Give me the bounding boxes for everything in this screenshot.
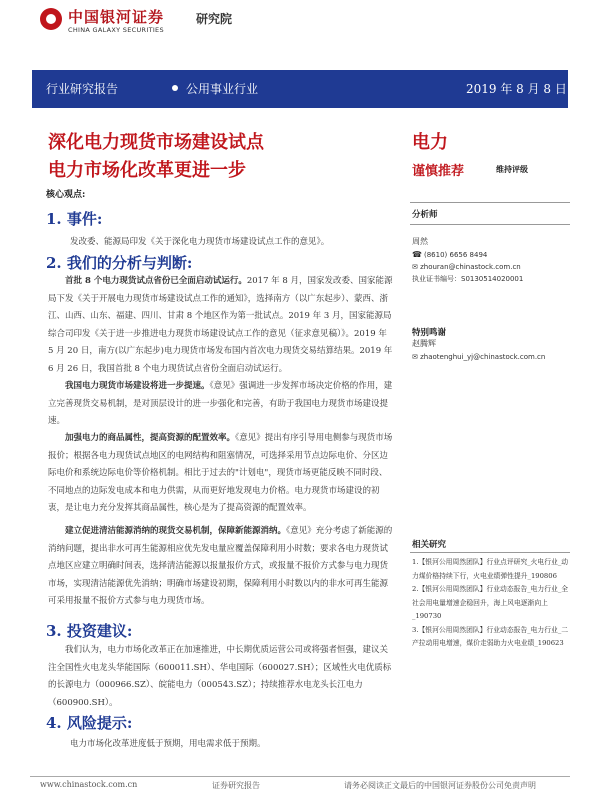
footer-website[interactable]: www.chinastock.com.cn [40,780,138,789]
section-2-title: 2. 我们的分析与判断: [46,254,193,272]
analyst-phone: (8610) 6656 8494 [424,251,488,259]
divider [410,202,570,203]
footer-divider [30,776,570,777]
report-type: 行业研究报告 [46,82,119,96]
section-1-text: 发改委、能源局印发《关于深化电力现货市场建设试点工作的意见》。 [70,237,330,247]
divider [410,552,570,553]
p2-body: 《意见》强调进一步发挥市场决定价格的作用，建立完善现货交易机制，是对顶层设计的进一步强化和完善，有助于我国电力现货市场建设提速。 [48,381,393,426]
section-3-text: 我们认为，电力市场化改革正在加速推进，中长期优质运营公司或将强者恒强，建议关注全国性火电龙头华能国际（600011.SH）、华电国际（600027.SH）；区域性火电优质标的长源电力（000966.SZ）、皖能电力（000543.SZ）；持续推荐水电龙头长江电力（600900.SH）。 [48,645,392,708]
p1-lead: 首批 8 个电力现货试点省份已全面启动试运行。 [65,276,247,286]
contributor-heading: 特别鸣谢 [412,328,447,338]
section-2-paragraph-1 [48,273,394,378]
related-item-3[interactable]: 3.【银河公用周然团队】行业动态报告_电力行业_二产拉动用电增速，煤价走弱助力火电业绩_190623 [412,625,569,647]
core-views-label: 核心观点: [46,190,86,200]
p4-body: 《意见》充分考虑了新能源的消纳问题，提出非水可再生能源相应优先发电量应覆盖保障利用小时数；要求各电力现货试点地区应建立明确时间表，选择清洁能源以报量报价方式，或报量不报价方式参与电力现货市场，实现清洁能源优先消纳；明确市场建设初期，保障利用小时数以内的非水可再生能源可采用报量不报价方式参与电力现货市场。 [48,526,393,606]
section-1-title: 1. 事件: [46,210,103,228]
footer-disclaimer: 请务必阅读正文最后的中国银河证券股份公司免责声明 [344,781,536,790]
related-item-1[interactable]: 1.【银河公用周然团队】行业点评研究_火电行业_动力煤价格持续下行，火电业绩弹性提升_190806 [412,558,569,580]
p3-lead: 加强电力的商品属性，提高资源的配置效率。 [65,433,236,443]
logo-en: CHINA GALAXY SECURITIES [68,26,164,34]
p2-lead: 我国电力现货市场建设将进一步提速。 [65,381,210,391]
related-research-list [412,556,572,651]
divider [410,224,570,225]
section-2-paragraph-2 [48,378,394,431]
bullet-dot-icon [172,85,178,91]
contributor-email-text[interactable]: zhaotenghui_yj@chinastock.com.cn [420,353,546,361]
rating-maintain: 维持评级 [496,164,528,174]
logo-cn: 中国银河证券 [68,8,165,26]
analyst-email-text[interactable]: zhouran@chinastock.com.cn [420,263,521,271]
phone-icon: ☎ [412,250,422,259]
industry-label: 公用事业行业 [186,82,259,96]
p1-body: 2017 年 8 月，国家发改委、国家能源局下发《关于开展电力现货市场建设试点工作的通知》，选择南方（以广东起步）、蒙西、浙江、山西、山东、福建、四川、甘肃 8 个地区作为第一批试点。2019 年 3 月，国家能源局综合司印发《关于进一步推进电力现货市场建设试点工作的意见（征求意见稿）》。2019 年 5 月 20 日，南方(以广东起步)电力现货市场发布国内首次电力现货交易结算结果。2019 年 6 月 26 日，我国首批 8 个电力现货试点省份全面启动试运行。 [48,276,393,374]
sidebar-industry: 电力 [412,132,448,153]
section-3-title: 3. 投资建议: [46,622,133,640]
contributor-email: ✉ zhaotenghui_yj@chinastock.com.cn [412,353,546,361]
analyst-license: 执业证书编号：S0130514020001 [412,275,524,283]
section-4-title: 4. 风险提示: [46,714,133,732]
section-2-paragraph-4 [48,523,394,611]
section-2-paragraph-3 [48,430,394,518]
section-4-text: 电力市场化改革进度低于预期，用电需求低于预期。 [70,739,266,749]
report-title-line2: 电力市场化改革更进一步 [48,160,246,181]
institute-label: 研究院 [196,12,233,26]
report-title-line1: 深化电力现货市场建设试点 [48,132,264,153]
rating-label: 谨慎推荐 [412,164,465,179]
related-item-2[interactable]: 2.【银河公用周然团队】行业动态报告_电力行业_全社会用电量增速企稳回升，海上风电逐渐向上_190730 [412,585,569,620]
footer-report-type: 证券研究报告 [212,781,260,790]
p3-body: 《意见》提出有序引导用电侧参与现货市场报价；根据各电力现货试点地区的电网结构和阻塞情况，可选择采用节点边际电价、分区边际电价和系统边际电价等价格机制。相比于过去的"计划电"，现货市场更能反映不同时段、不同地点的边际发电成本和电力供需，从而更好地发现电力价格。电力现货市场建设的初衷，是让电力充分发挥其商品属性，核心是为了提高资源的配置效率。 [48,433,393,513]
p4-lead: 建立促进清洁能源消纳的现货交易机制，保障新能源消纳。 [65,526,287,536]
contributor-name: 赵腾辉 [412,339,436,348]
analyst-name: 周然 [412,237,428,246]
company-logo-icon [40,8,62,30]
related-research-heading: 相关研究 [412,540,447,550]
analyst-email: ✉ zhouran@chinastock.com.cn [412,263,521,271]
analyst-heading: 分析师 [412,210,438,220]
report-date: 2019 年 8 月 8 日 [466,82,567,96]
